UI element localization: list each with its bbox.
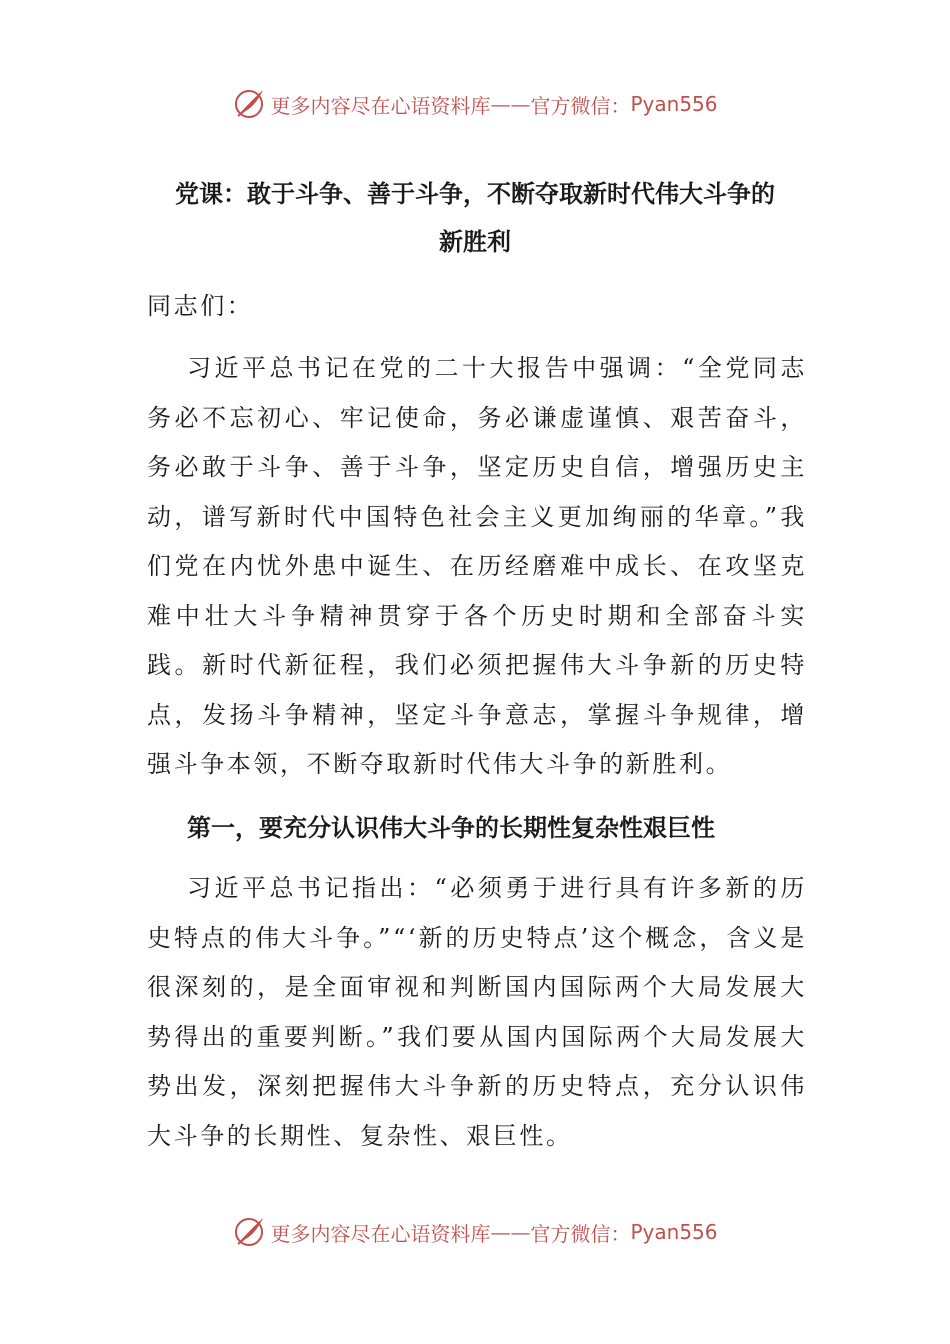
banner-account-label: 官方微信： xyxy=(530,93,631,118)
footer-watermark-banner xyxy=(0,1212,950,1252)
banner-separator: —— xyxy=(490,92,531,116)
paragraph-intro: 习近平总书记在党的二十大报告中强调：“全党同志务必不忘初心、牢记使命，务必谦虚谨慎、艰苦奋斗，务必敢于斗争、善于斗争，坚定历史自信，增强历史主动，谱写新时代中国特色社会主义更加绚丽的华章。”我们党在内忧外患中诞生、在历经磨难中成长、在攻坚克难中壮大斗争精神贯穿于各个历史时期和全部奋斗实践。新时代新征程，我们必须把握伟大斗争新的历史特点，发扬斗争精神，坚定斗争意志，掌握斗争规律，增强斗争本领，不断夺取新时代伟大斗争的新胜利。 xyxy=(147,354,807,778)
banner-separator: —— xyxy=(490,1220,531,1244)
banner-account-id: Pyan556 xyxy=(630,92,718,116)
banner-main-text: 更多内容尽在心语资料库 xyxy=(270,1221,491,1246)
paragraph-section-1: 习近平总书记指出：“必须勇于进行具有许多新的历史特点的伟大斗争。”“‘新的历史特点’这个概念，含义是很深刻的，是全面审视和判断国内国际两个大局发展大势得出的重要判断。”我们要从国内国际两个大局发展大势出发，深刻把握伟大斗争新的历史特点，充分认识伟大斗争的长期性、复杂性、艰巨性。 xyxy=(147,874,807,1150)
salutation: 同志们： xyxy=(147,292,254,320)
banner-account-id: Pyan556 xyxy=(630,1220,718,1244)
banner-main-text: 更多内容尽在心语资料库 xyxy=(270,93,491,118)
quill-pen-icon xyxy=(232,1215,266,1249)
section-heading-1: 第一，要充分认识伟大斗争的长期性复杂性艰巨性 xyxy=(187,814,715,842)
header-watermark-banner xyxy=(0,84,950,124)
title-line-1: 党课：敢于斗争、善于斗争，不断夺取新时代伟大斗争的 xyxy=(175,180,775,208)
quill-pen-icon xyxy=(232,87,266,121)
document-title xyxy=(140,170,810,266)
banner-account-label: 官方微信： xyxy=(530,1221,631,1246)
title-line-2: 新胜利 xyxy=(439,228,511,256)
